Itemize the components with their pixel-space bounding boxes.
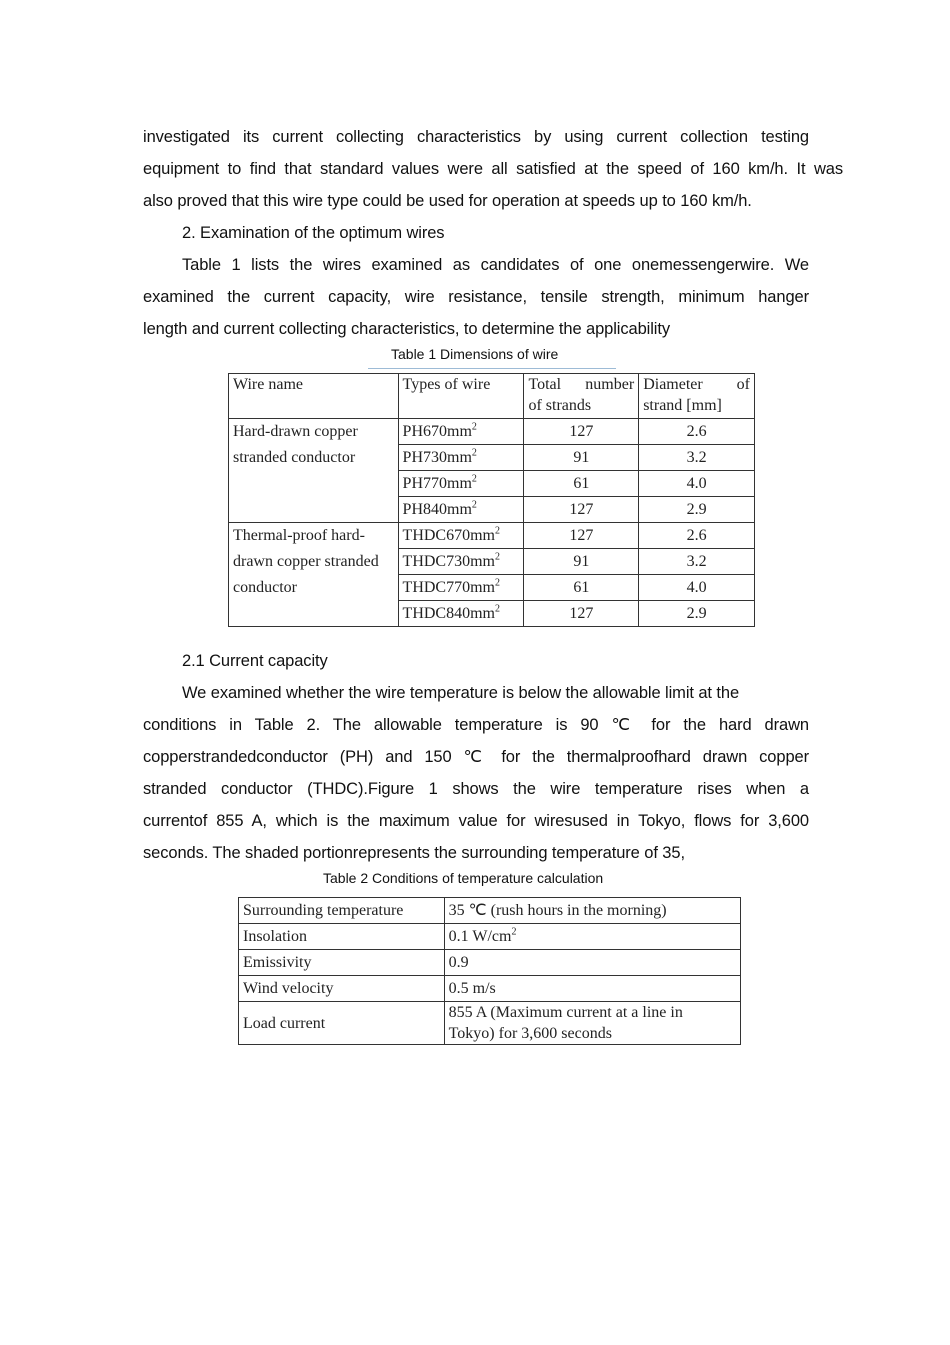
strands-cell: 91 xyxy=(524,445,639,471)
strands-cell: 127 xyxy=(524,497,639,523)
diameter-cell: 3.2 xyxy=(639,549,755,575)
body-text-line: also proved that this wire type could be used for operation at speeds up to 160 km/h. xyxy=(143,192,752,210)
condition-label: Load current xyxy=(239,1002,445,1045)
diameter-cell: 2.9 xyxy=(639,497,755,523)
wire-type-cell: $THDC730mm^2$ xyxy=(398,549,524,575)
condition-value: 0.5 m/s xyxy=(444,976,740,1002)
table2-caption: Table 2 Conditions of temperature calculation xyxy=(323,870,604,886)
temperature-conditions-table xyxy=(238,897,741,1045)
strands-cell: 61 xyxy=(524,575,639,601)
header-cell: Wire name xyxy=(229,374,399,419)
wire-dimensions-table xyxy=(228,373,755,627)
body-text-line: equipment to find that standard values were all satisfied at the speed of 160 km/h. It was xyxy=(143,160,843,178)
body-text-line: examined the current capacity, wire resistance, tensile strength, minimum hanger xyxy=(143,288,809,306)
table-row xyxy=(239,976,741,1002)
header-cell: Types of wire xyxy=(398,374,524,419)
body-text-line: length and current collecting characteristics, to determine the applicability xyxy=(143,320,670,338)
condition-label: Wind velocity xyxy=(239,976,445,1002)
table-row xyxy=(229,419,755,445)
body-text-line: conditions in Table 2. The allowable temperature is 90 ℃ for the hard drawn xyxy=(143,716,809,734)
caption-underline xyxy=(368,368,616,369)
body-text-line: Table 1 lists the wires examined as candidates of one onemessengerwire. We xyxy=(182,256,809,274)
header-cell: Total number of strands xyxy=(524,374,639,419)
section-heading: 2. Examination of the optimum wires xyxy=(182,224,445,242)
diameter-cell: 3.2 xyxy=(639,445,755,471)
condition-value: 855 A (Maximum current at a line in Tokyo) for 3,600 seconds xyxy=(444,1002,740,1045)
diameter-cell: 4.0 xyxy=(639,575,755,601)
strands-cell: 127 xyxy=(524,601,639,627)
diameter-cell: 4.0 xyxy=(639,471,755,497)
strands-cell: 91 xyxy=(524,549,639,575)
body-text-line: seconds. The shaded portionrepresents the surrounding temperature of 35, xyxy=(143,844,685,862)
header-cell: Diameter of strand [mm] xyxy=(639,374,755,419)
table-row xyxy=(239,924,741,950)
body-text-line: currentof 855 A, which is the maximum value for wiresused in Tokyo, flows for 3,600 xyxy=(143,812,809,830)
body-text-line: investigated its current collecting characteristics by using current collection testing xyxy=(143,128,809,146)
condition-label: Emissivity xyxy=(239,950,445,976)
diameter-cell: 2.6 xyxy=(639,523,755,549)
condition-value: 0.9 xyxy=(444,950,740,976)
body-text-line: We examined whether the wire temperature is below the allowable limit at the xyxy=(182,684,740,702)
table-row xyxy=(239,898,741,924)
condition-value: 35 ℃ (rush hours in the morning) xyxy=(444,898,740,924)
wire-type-cell: $THDC670mm^2$ xyxy=(398,523,524,549)
table1-caption: Table 1 Dimensions of wire xyxy=(391,346,559,362)
wire-type-cell: $PH770mm^2$ xyxy=(398,471,524,497)
wire-name-cell: Hard-drawn copper stranded conductor xyxy=(229,419,399,523)
wire-type-cell: $PH840mm^2$ xyxy=(398,497,524,523)
table-row xyxy=(239,1002,741,1045)
wire-type-cell: $THDC770mm^2$ xyxy=(398,575,524,601)
condition-label: Surrounding temperature xyxy=(239,898,445,924)
wire-type-cell: $PH670mm^2$ xyxy=(398,419,524,445)
strands-cell: 127 xyxy=(524,419,639,445)
strands-cell: 61 xyxy=(524,471,639,497)
table-row xyxy=(229,523,755,549)
table-header-row xyxy=(229,374,755,419)
table-row xyxy=(239,950,741,976)
body-text-line: copperstrandedconductor (PH) and 150 ℃ for the thermalproofhard drawn copper xyxy=(143,748,809,766)
condition-value: 0.1 $W/cm^2$ xyxy=(444,924,740,950)
section-heading: 2.1 Current capacity xyxy=(182,652,328,670)
diameter-cell: 2.9 xyxy=(639,601,755,627)
wire-type-cell: $PH730mm^2$ xyxy=(398,445,524,471)
wire-type-cell: $THDC840mm^2$ xyxy=(398,601,524,627)
diameter-cell: 2.6 xyxy=(639,419,755,445)
strands-cell: 127 xyxy=(524,523,639,549)
condition-label: Insolation xyxy=(239,924,445,950)
body-text-line: stranded conductor (THDC).Figure 1 shows the wire temperature rises when a xyxy=(143,780,809,798)
wire-name-cell: Thermal-proof hard- drawn copper stranded conductor xyxy=(229,523,399,627)
